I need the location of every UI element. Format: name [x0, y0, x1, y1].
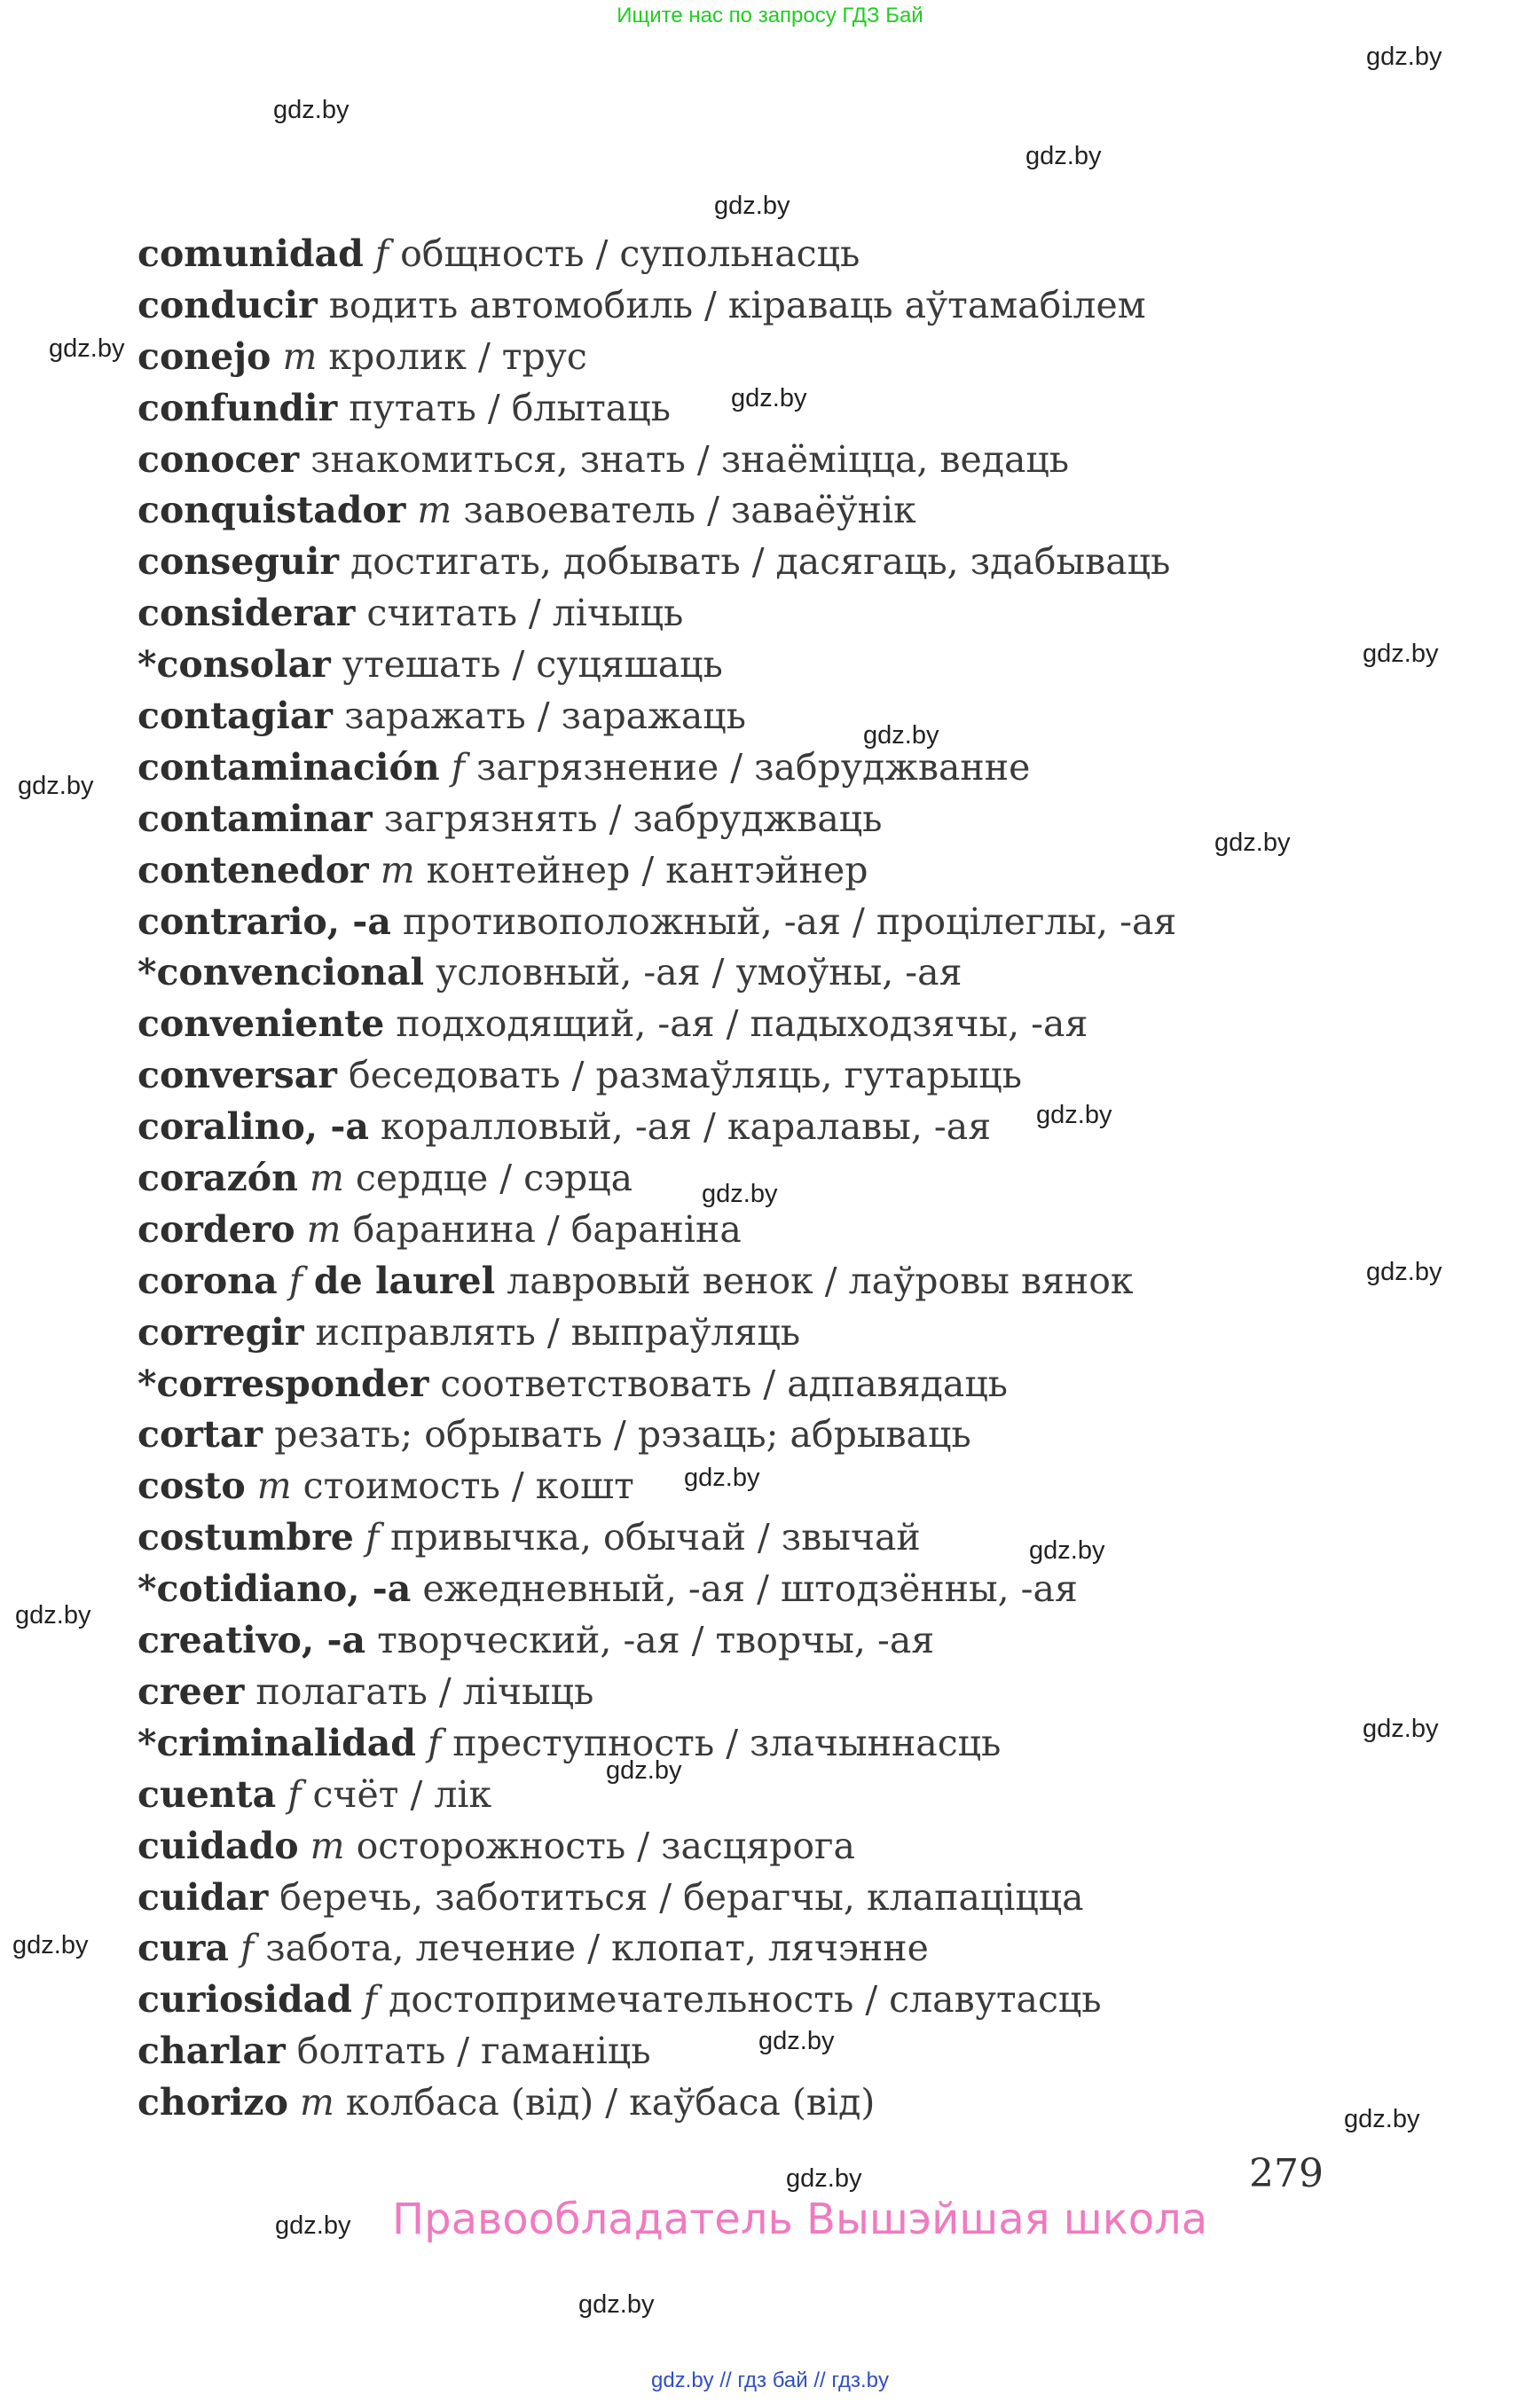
watermark: gdz.by	[731, 384, 807, 412]
entry-headword: conveniente	[138, 1002, 385, 1046]
entry-headword: conocer	[138, 437, 300, 481]
watermark: gdz.by	[1366, 1258, 1442, 1286]
top-banner[interactable]: Ищите нас по запросу ГДЗ Бай	[617, 4, 923, 27]
entry-translation: заражать / заражаць	[344, 695, 746, 738]
watermark: gdz.by	[1036, 1101, 1112, 1129]
dictionary-entry	[138, 691, 1379, 742]
watermark: gdz.by	[1025, 142, 1102, 170]
watermark: gdz.by	[1029, 1536, 1105, 1565]
entry-headword: contrario, -a	[138, 899, 391, 943]
entry-gender: m	[380, 848, 415, 891]
dictionary-entry	[138, 1615, 1379, 1667]
entry-headword: *corresponder	[138, 1362, 429, 1405]
entry-translation: условный, -ая / умоўны, -ая	[436, 951, 962, 994]
entry-translation: завоеватель / заваёўнік	[463, 489, 916, 532]
entry-headword: creer	[138, 1669, 245, 1713]
watermark: gdz.by	[1363, 1715, 1439, 1743]
watermark: gdz.by	[684, 1464, 760, 1492]
entry-translation: привычка, обычай / звычай	[390, 1516, 921, 1559]
watermark: gdz.by	[702, 1180, 778, 1208]
watermark: gdz.by	[15, 1601, 91, 1629]
dictionary-entry	[138, 897, 1379, 948]
watermark: gdz.by	[1344, 2105, 1420, 2133]
entry-translation: лавровый венок / лаўровы вянок	[507, 1259, 1134, 1302]
dictionary-entry	[138, 1359, 1379, 1410]
entry-translation: забота, лечение / клопат, лячэнне	[265, 1927, 929, 1970]
watermark: gdz.by	[758, 2027, 835, 2055]
entry-translation: путать / блытаць	[349, 386, 671, 429]
entry-headword: contaminar	[138, 797, 373, 840]
entry-gender: m	[309, 1157, 344, 1200]
entry-translation: достигать, добывать / дасягаць, здабываць	[350, 540, 1171, 584]
entry-headword: conejo	[138, 334, 271, 378]
entry-headword: *convencional	[138, 951, 425, 994]
entry-translation: водить автомобиль / кіраваць аўтамабілем	[328, 283, 1146, 326]
entry-headword: *cotidiano, -a	[138, 1567, 412, 1611]
entry-gender: f	[428, 1721, 442, 1764]
entry-translation: полагать / лічыць	[255, 1669, 594, 1713]
watermark: gdz.by	[1366, 43, 1442, 71]
entry-headword: contaminación	[138, 745, 440, 789]
entry-gender: m	[282, 334, 318, 378]
entry-translation: исправлять / выпраўляць	[315, 1310, 801, 1354]
entry-gender: f	[287, 1772, 302, 1816]
entry-headword-continuation: de laurel	[313, 1259, 496, 1302]
dictionary-entry	[138, 1512, 1379, 1564]
entry-translation: болтать / гаманіць	[296, 2030, 651, 2073]
entry-headword: comunidad	[138, 232, 364, 275]
entry-translation: противоположный, -ая / процілеглы, -ая	[402, 899, 1177, 943]
entry-gender: m	[417, 489, 452, 532]
watermark: gdz.by	[18, 772, 94, 800]
entry-headword: contagiar	[138, 695, 334, 738]
entry-headword: considerar	[138, 592, 356, 635]
dictionary-entry	[138, 1564, 1379, 1615]
entry-translation: беречь, заботиться / берагчы, клапаціцца	[279, 1875, 1084, 1919]
entry-translation: утешать / суцяшаць	[342, 643, 723, 687]
dictionary-entry	[138, 1821, 1379, 1873]
rights-notice: Правообладатель Вышэйшая школа	[392, 2195, 1208, 2244]
dictionary-entry	[138, 485, 1379, 537]
entry-headword: cuidar	[138, 1875, 269, 1919]
dictionary-entry	[138, 1923, 1379, 1975]
watermark: gdz.by	[606, 1756, 682, 1785]
dictionary-entry	[138, 1205, 1379, 1256]
dictionary-entry	[138, 1102, 1379, 1153]
watermark: gdz.by	[1363, 640, 1439, 668]
dictionary-entry	[138, 640, 1379, 691]
entry-headword: curiosidad	[138, 1978, 352, 2022]
entry-gender: f	[240, 1927, 255, 1970]
watermark: gdz.by	[578, 2290, 655, 2319]
watermark: gdz.by	[863, 721, 939, 750]
entry-headword: conquistador	[138, 489, 406, 532]
watermark: gdz.by	[273, 96, 350, 124]
entry-translation: подходящий, -ая / падыходзячы, -ая	[396, 1002, 1088, 1046]
dictionary-entry	[138, 999, 1379, 1050]
entry-gender: f	[288, 1259, 302, 1302]
entry-headword: corregir	[138, 1310, 304, 1354]
entry-headword: coralino, -a	[138, 1105, 369, 1149]
dictionary-entry	[138, 537, 1379, 588]
entry-translation: сердце / сэрца	[355, 1157, 633, 1200]
dictionary-entry	[138, 1410, 1379, 1461]
dictionary-entry-list	[138, 229, 1379, 2129]
entry-gender: f	[365, 1516, 380, 1559]
entry-gender: m	[299, 2081, 334, 2124]
entry-headword: cuenta	[138, 1772, 277, 1816]
watermark: gdz.by	[275, 2211, 351, 2240]
entry-headword: cura	[138, 1927, 229, 1970]
entry-gender: m	[306, 1207, 342, 1251]
entry-headword: *criminalidad	[138, 1721, 416, 1764]
entry-gender: f	[374, 232, 389, 275]
entry-gender: f	[451, 745, 465, 789]
entry-gender: m	[310, 1824, 345, 1867]
entry-headword: conducir	[138, 283, 318, 326]
entry-translation: загрязнять / забруджваць	[383, 797, 883, 840]
dictionary-entry	[138, 435, 1379, 486]
dictionary-entry	[138, 845, 1379, 897]
entry-translation: коралловый, -ая / каралавы, -ая	[380, 1105, 992, 1149]
entry-headword: costumbre	[138, 1516, 354, 1559]
dictionary-entry	[138, 742, 1379, 794]
entry-headword: cordero	[138, 1207, 295, 1251]
dictionary-entry	[138, 1718, 1379, 1770]
entry-translation: баранина / бараніна	[352, 1207, 742, 1251]
entry-headword: cuidado	[138, 1824, 299, 1867]
entry-headword: cortar	[138, 1413, 263, 1457]
dictionary-entry	[138, 332, 1379, 383]
entry-translation: знакомиться, знать / знаёміцца, ведаць	[310, 437, 1070, 481]
entry-translation: осторожность / засцярога	[356, 1824, 855, 1867]
watermark: gdz.by	[1214, 828, 1291, 857]
dictionary-entry	[138, 1873, 1379, 1924]
entry-translation: колбаса (від) / каўбаса (від)	[345, 2081, 876, 2124]
page-number: 279	[1249, 2151, 1324, 2196]
entry-translation: беседовать / размаўляць, гутарыць	[348, 1054, 1022, 1097]
entry-headword: chorizo	[138, 2081, 288, 2124]
dictionary-entry	[138, 2077, 1379, 2129]
entry-headword: conversar	[138, 1054, 337, 1097]
watermark: gdz.by	[49, 334, 125, 363]
entry-headword: confundir	[138, 386, 338, 429]
dictionary-entry	[138, 1667, 1379, 1718]
entry-translation: достопримечательность / славутасць	[389, 1978, 1102, 2022]
entry-translation: общность / супольнасць	[400, 232, 860, 275]
entry-headword: costo	[138, 1465, 246, 1508]
entry-translation: резать; обрывать / рэзаць; абрываць	[274, 1413, 971, 1457]
dictionary-entry	[138, 1770, 1379, 1821]
dictionary-entry	[138, 588, 1379, 640]
dictionary-entry	[138, 1308, 1379, 1359]
watermark: gdz.by	[714, 192, 790, 220]
entry-headword: conseguir	[138, 540, 339, 584]
dictionary-entry	[138, 794, 1379, 845]
dictionary-entry	[138, 280, 1379, 332]
entry-headword: creativo, -a	[138, 1619, 366, 1662]
dictionary-entry	[138, 1256, 1379, 1308]
entry-gender: m	[256, 1465, 292, 1508]
entry-translation: контейнер / кантэйнер	[426, 848, 868, 891]
entry-headword: charlar	[138, 2030, 286, 2073]
entry-translation: загрязнение / забруджванне	[475, 745, 1031, 789]
watermark: gdz.by	[786, 2164, 862, 2193]
entry-headword: *consolar	[138, 643, 331, 687]
entry-translation: кролик / трус	[328, 334, 587, 378]
entry-headword: corona	[138, 1259, 278, 1302]
entry-headword: contenedor	[138, 848, 369, 891]
entry-translation: преступность / злачыннасць	[452, 1721, 1002, 1764]
entry-translation: стоимость / кошт	[302, 1465, 634, 1508]
entry-translation: соответствовать / адпавядаць	[440, 1362, 1009, 1405]
entry-headword: corazón	[138, 1157, 298, 1200]
dictionary-entry	[138, 229, 1379, 280]
entry-translation: считать / лічыць	[366, 592, 684, 635]
entry-gender: f	[363, 1978, 378, 2022]
dictionary-entry	[138, 1975, 1379, 2026]
entry-translation: ежедневный, -ая / штодзённы, -ая	[422, 1567, 1078, 1611]
dictionary-entry	[138, 947, 1379, 999]
entry-translation: творческий, -ая / творчы, -ая	[377, 1619, 935, 1662]
dictionary-entry	[138, 1050, 1379, 1102]
entry-translation: счёт / лік	[312, 1772, 492, 1816]
watermark: gdz.by	[12, 1931, 89, 1959]
footer-links[interactable]: gdz.by // гдз бай // гдз.by	[650, 2368, 890, 2392]
